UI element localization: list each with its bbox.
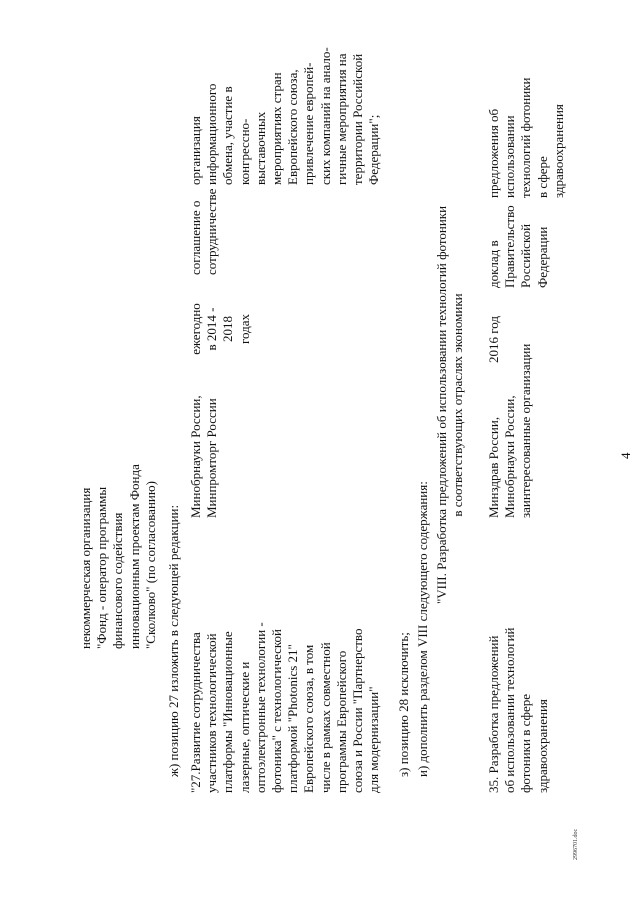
text-line: соглашение о bbox=[188, 200, 203, 275]
text-line: некоммерческая организация bbox=[78, 487, 93, 649]
page-number bbox=[618, 453, 634, 460]
text-line: 2018 bbox=[220, 316, 236, 342]
text-line: территории Российской bbox=[350, 53, 366, 185]
row35-title bbox=[486, 627, 551, 793]
text-line: участников технологической bbox=[204, 633, 220, 793]
text-line: выставочных bbox=[252, 111, 268, 185]
text-line: в сфере bbox=[534, 156, 550, 198]
instruction-zh bbox=[166, 505, 182, 777]
footer-file-code bbox=[573, 829, 580, 860]
text-line: Минздрав России, bbox=[486, 416, 501, 518]
text-line: ских компаний на анало- bbox=[317, 47, 333, 185]
text-line: инновационным проектам Фонда bbox=[126, 464, 142, 649]
instruction-z bbox=[396, 632, 412, 777]
text-line: Минобрнауки России, bbox=[502, 395, 518, 518]
text-line: оптоэлектронные технологии - bbox=[252, 622, 268, 793]
text-line: "Фонд - оператор программы bbox=[94, 486, 110, 649]
text-line: доклад в bbox=[486, 240, 501, 288]
text-line: сотрудничестве bbox=[204, 188, 220, 275]
instruction-i bbox=[415, 481, 431, 777]
text-line: фотоника" с технологической bbox=[269, 629, 285, 793]
text-line: в 2014 - bbox=[204, 307, 220, 351]
instruction-z-text: з) позицию 28 исключить; bbox=[396, 632, 411, 777]
page-number-text: 4 bbox=[618, 452, 633, 459]
text-line: союза и России "Партнерство bbox=[350, 628, 366, 793]
text-line: Минобрнауки России, bbox=[188, 395, 203, 518]
text-line: Европейского союза, в том bbox=[301, 644, 317, 793]
text-line: 2016 год bbox=[486, 316, 501, 363]
text-line: годах bbox=[236, 313, 252, 345]
text-line: использовании bbox=[502, 115, 518, 198]
text-line: Правительство bbox=[502, 205, 518, 288]
top-continuation-block bbox=[78, 464, 159, 649]
text-line: технологий фотоники bbox=[518, 77, 534, 198]
text-line: об использовании технологий bbox=[502, 627, 518, 793]
row27-result bbox=[188, 47, 382, 185]
footer-file-code-text: 2996701.doc bbox=[573, 828, 579, 860]
row27-executors bbox=[188, 395, 220, 518]
text-line: числе в рамках совместной bbox=[317, 642, 333, 793]
text-line: мероприятиях стран bbox=[269, 72, 285, 185]
text-line: для модернизации" bbox=[366, 686, 382, 793]
text-line: программы Европейского bbox=[333, 650, 349, 793]
text-line: фотоники в сфере bbox=[518, 694, 534, 793]
text-line: платформы "Инновационные bbox=[220, 631, 236, 793]
text-line: Минпромторг России bbox=[204, 398, 220, 518]
instruction-i-text: и) дополнить разделом VIII следующего содержания: bbox=[415, 481, 430, 777]
text-line: заинтересованные организации bbox=[518, 343, 534, 518]
row27-deadline bbox=[188, 295, 253, 363]
text-line: гичные мероприятия на bbox=[333, 53, 349, 185]
text-line: здравоохранения bbox=[534, 699, 550, 793]
text-line: Российской bbox=[518, 223, 534, 288]
text-line: финансового содействия bbox=[110, 512, 126, 649]
text-line: здравоохранения bbox=[550, 104, 566, 198]
text-line: информационного bbox=[204, 83, 220, 185]
text-line: в соответствующих отраслях экономики bbox=[450, 293, 466, 517]
text-line: лазерные, оптические и bbox=[236, 661, 252, 793]
row35-form bbox=[486, 205, 551, 288]
text-line: ежегодно bbox=[188, 303, 203, 355]
text-line: "27.Развитие сотрудничества bbox=[188, 632, 203, 793]
text-line: конгрессно- bbox=[236, 118, 252, 185]
text-line: обмена, участие в bbox=[220, 86, 236, 185]
text-line: 35. Разработка предложений bbox=[486, 635, 501, 793]
row35-result bbox=[486, 78, 567, 199]
text-line: Федерации"; bbox=[366, 114, 382, 185]
row35-executors bbox=[486, 344, 535, 518]
instruction-zh-text: ж) позицию 27 изложить в следующей редакции: bbox=[166, 504, 181, 777]
row35-deadline bbox=[486, 316, 502, 363]
text-line: организация bbox=[188, 116, 203, 185]
text-line: "Сколково" (по согласованию) bbox=[142, 481, 158, 649]
text-line: "VIII. Разработка предложений об использовании технологий фотоники bbox=[434, 205, 449, 605]
text-line: предложения об bbox=[486, 108, 501, 198]
row27-title bbox=[188, 622, 382, 793]
text-line: платформой "Photonics 21" bbox=[285, 644, 301, 793]
text-line: Федерации bbox=[534, 226, 550, 288]
section-viii-title bbox=[434, 85, 466, 725]
text-line: привлечение европей- bbox=[301, 62, 317, 185]
text-line: Европейского союза, bbox=[285, 69, 301, 185]
row27-form bbox=[188, 189, 220, 275]
